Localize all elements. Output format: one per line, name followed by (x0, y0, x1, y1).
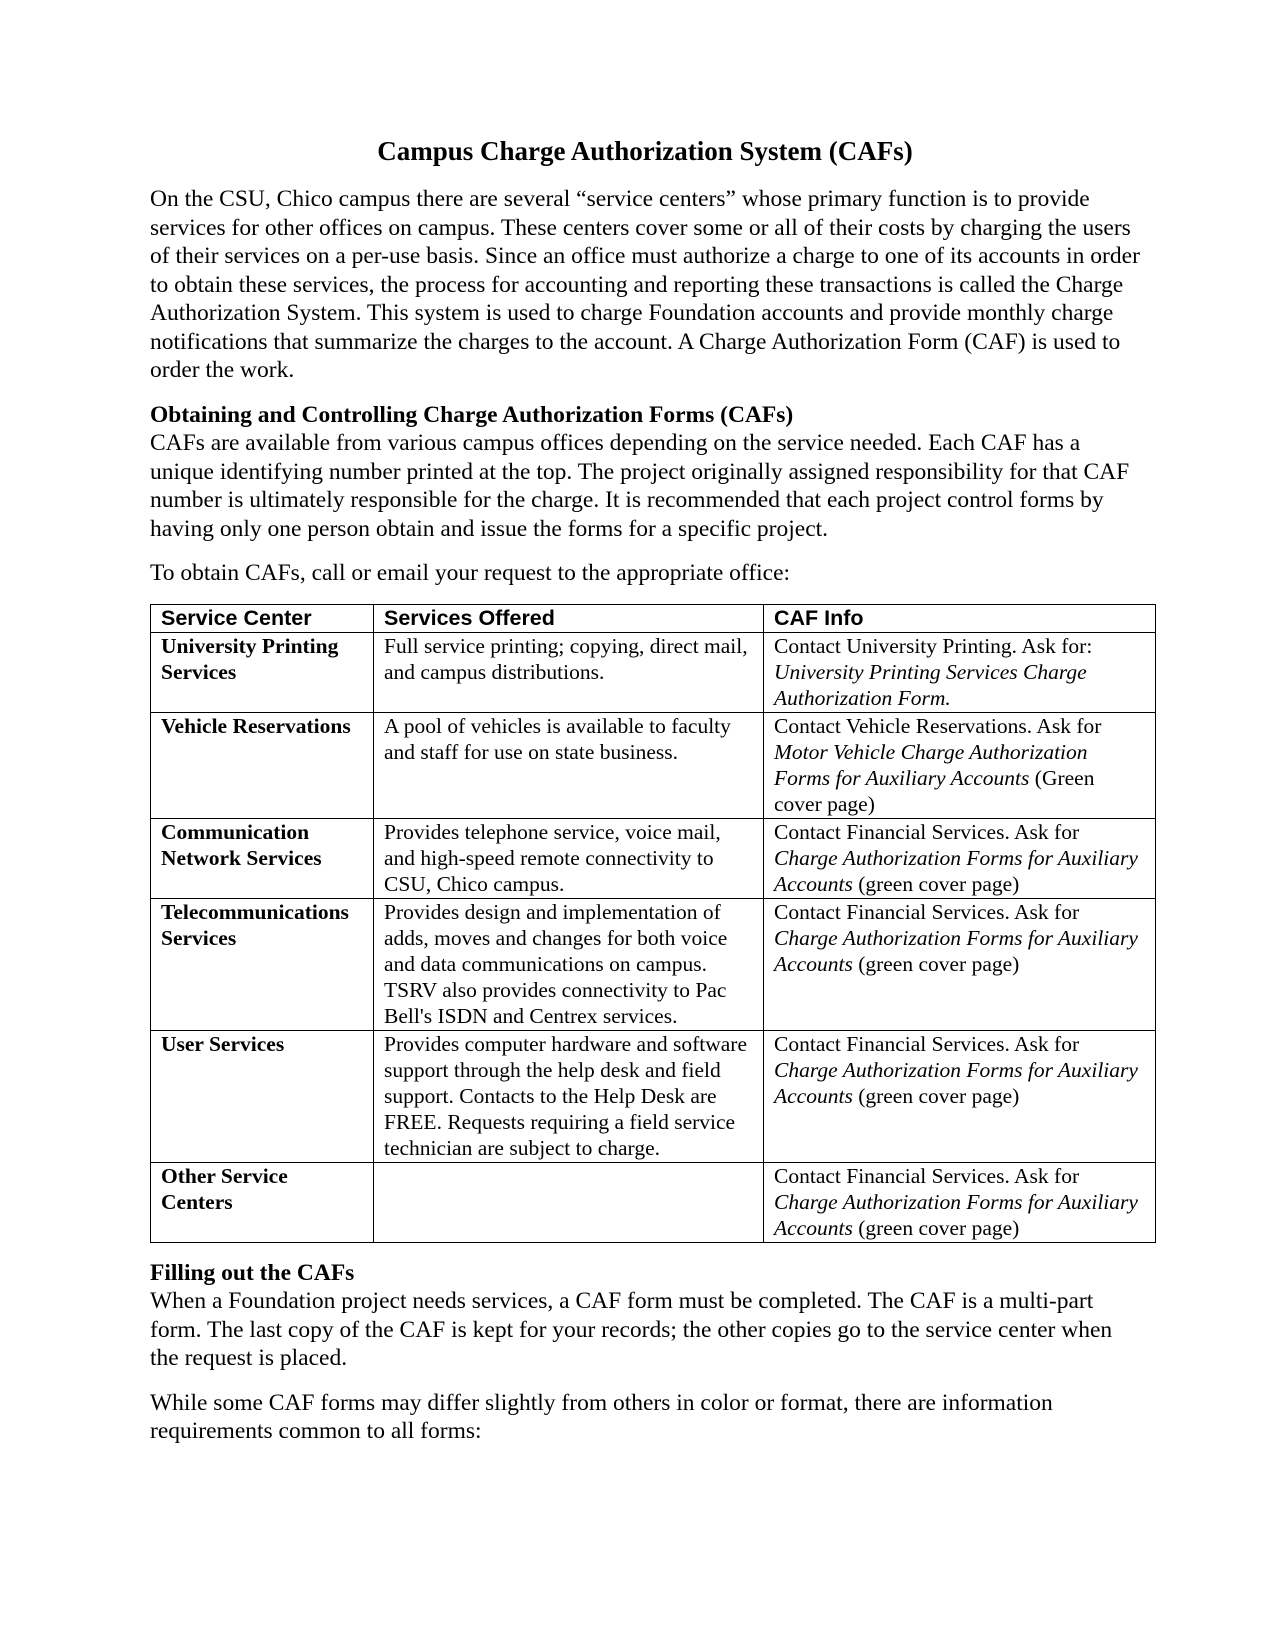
table-row (151, 1030, 1156, 1162)
caf-info-cell (764, 1162, 1156, 1242)
caf-info-text: Contact Financial Services. Ask for (774, 819, 1080, 844)
service-center-table (150, 604, 1156, 1243)
caf-info-cell (764, 898, 1156, 1030)
caf-info-cell (764, 1030, 1156, 1162)
page-title: Campus Charge Authorization System (CAFs) (377, 136, 913, 166)
table-row (151, 898, 1156, 1030)
document-page (150, 134, 1140, 1462)
obtain-instruction: To obtain CAFs, call or email your request to the appropriate office: (150, 560, 791, 586)
caf-info-tail: (green cover page) (858, 871, 1020, 896)
closing-paragraph: While some CAF forms may differ slightly from others in color or format, there are information requirements common to all forms: (150, 1389, 1053, 1444)
caf-info-text: Contact Vehicle Reservations. Ask for (774, 713, 1102, 738)
caf-info-text: Contact University Printing. Ask for: (774, 633, 1093, 658)
caf-info-text: Contact Financial Services. Ask for (774, 1031, 1080, 1056)
header-caf-info: CAF Info (764, 604, 1156, 632)
caf-form-name: Charge Authorization Forms for Auxiliary Accounts (774, 845, 1138, 896)
intro-paragraph: On the CSU, Chico campus there are several “service centers” whose primary function is to provide services for other offices on campus. These centers cover some or all of their costs by charging the users of their services on a per-use basis. Since an office must authorize a charge to one of its accounts in order to obtain these services, the process for accounting and reporting these transactions is called the Charge Authorization System. This system is used to charge Foundation accounts and provide monthly charge notifications that summarize the charges to the account. A Charge Authorization Form (CAF) is used to order the work. (150, 186, 1140, 383)
caf-info-cell (764, 632, 1156, 712)
services-offered-cell: Full service printing; copying, direct mail, and campus distributions. (374, 632, 764, 712)
caf-info-cell (764, 818, 1156, 898)
header-service-center: Service Center (151, 604, 374, 632)
services-offered-cell: Provides telephone service, voice mail, and high-speed remote connectivity to CSU, Chico campus. (374, 818, 764, 898)
caf-form-name: Motor Vehicle Charge Authorization Forms for Auxiliary Accounts (774, 739, 1088, 790)
caf-form-name: Charge Authorization Forms for Auxiliary Accounts (774, 1057, 1138, 1108)
table-row (151, 818, 1156, 898)
service-center-cell: University Printing Services (151, 632, 374, 712)
caf-info-text: Contact Financial Services. Ask for (774, 1163, 1080, 1188)
caf-form-name: Charge Authorization Forms for Auxiliary Accounts (774, 925, 1138, 976)
caf-info-tail: (green cover page) (858, 951, 1020, 976)
services-offered-cell (374, 1162, 764, 1242)
table-row (151, 632, 1156, 712)
caf-info-cell (764, 712, 1156, 818)
header-services-offered: Services Offered (374, 604, 764, 632)
services-offered-cell: Provides computer hardware and software support through the help desk and field support. Contacts to the Help Desk are FREE. Requests requiring a field service technician are subject to charge. (374, 1030, 764, 1162)
caf-info-tail: (Green cover page) (774, 765, 1095, 816)
section-heading-obtaining: Obtaining and Controlling Charge Authorization Forms (CAFs) (150, 401, 794, 428)
caf-info-tail: (green cover page) (858, 1215, 1020, 1240)
services-offered-cell: A pool of vehicles is available to faculty and staff for use on state business. (374, 712, 764, 818)
service-center-cell: Other Service Centers (151, 1162, 374, 1242)
service-center-cell: User Services (151, 1030, 374, 1162)
caf-info-text: Contact Financial Services. Ask for (774, 899, 1080, 924)
table-header-row (151, 604, 1156, 632)
services-offered-cell: Provides design and implementation of adds, moves and changes for both voice and data communications on campus. TSRV also provides connectivity to Pac Bell's ISDN and Centrex services. (374, 898, 764, 1030)
caf-info-tail: (green cover page) (858, 1083, 1020, 1108)
table-row (151, 1162, 1156, 1242)
caf-form-name: University Printing Services Charge Authorization Form. (774, 659, 1087, 710)
caf-form-name: Charge Authorization Forms for Auxiliary Accounts (774, 1189, 1138, 1240)
service-center-cell: Communication Network Services (151, 818, 374, 898)
service-center-cell: Vehicle Reservations (151, 712, 374, 818)
section-body-filling: When a Foundation project needs services, a CAF form must be completed. The CAF is a multi-part form. The last copy of the CAF is kept for your records; the other copies go to the service center when the request is placed. (150, 1288, 1113, 1371)
table-row (151, 712, 1156, 818)
section-heading-filling: Filling out the CAFs (150, 1259, 355, 1286)
service-center-cell: Telecommunications Services (151, 898, 374, 1030)
section-body-obtaining: CAFs are available from various campus offices depending on the service needed. Each CAF has a unique identifying number printed at the top. The project originally assigned responsibility for that CAF number is ultimately responsible for the charge. It is recommended that each project control forms by having only one person obtain and issue the forms for a specific project. (150, 430, 1130, 542)
